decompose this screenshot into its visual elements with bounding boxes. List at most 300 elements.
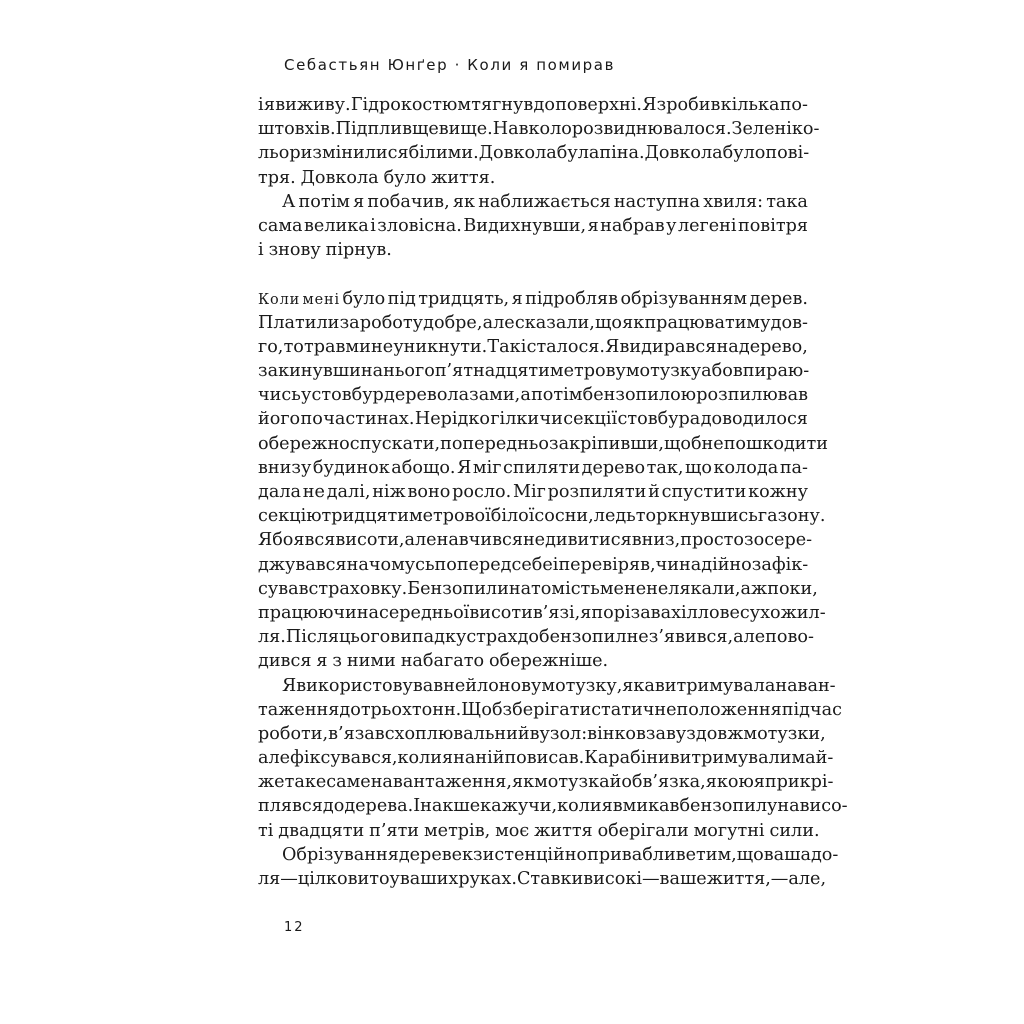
text-line (258, 190, 808, 214)
word: бензопилою (582, 385, 697, 406)
word: торкнувшись (635, 506, 758, 527)
word: Щоб (461, 699, 503, 720)
word: поперед (434, 554, 512, 575)
word: же (258, 772, 285, 793)
word: як (622, 312, 645, 333)
page-number: 12 (284, 920, 305, 935)
word: що (685, 457, 712, 478)
text-line (258, 601, 826, 625)
word: видирався (619, 336, 717, 357)
word: джувався (258, 554, 347, 575)
text-line (258, 214, 808, 238)
word: легені (677, 215, 737, 236)
word: май- (791, 748, 834, 769)
word: обв’язка, (621, 772, 706, 793)
word: дерев (398, 844, 452, 865)
word: білими. (408, 143, 479, 164)
word: але (482, 312, 515, 333)
word: секції (563, 409, 618, 430)
word: саме (326, 772, 371, 793)
word: ваша (763, 844, 811, 865)
word: ахіллове (660, 602, 740, 623)
word: на (360, 361, 384, 382)
word: така (766, 191, 808, 212)
word: кілька (720, 95, 780, 115)
word: потім (531, 385, 583, 406)
word: Міг (513, 482, 546, 502)
word: п’ятнадцятиметрову (434, 361, 626, 382)
word: до (339, 699, 361, 720)
word: тридцятиметрової (321, 506, 491, 527)
word: стовбур (311, 385, 384, 406)
word: чи (655, 554, 680, 575)
word: у (389, 869, 400, 889)
word: я (580, 602, 592, 623)
word: повітря (737, 215, 808, 236)
word: дала (258, 482, 301, 502)
word: ко- (791, 119, 820, 140)
word: Я (282, 675, 297, 696)
text-line (258, 867, 827, 891)
word: працюватиму (644, 312, 771, 333)
word: мотузку, (541, 675, 623, 696)
word: нейлонову (443, 675, 542, 696)
word: частинах. (323, 409, 415, 430)
text-line (258, 432, 828, 456)
word: середньої (379, 602, 470, 623)
word: ті (258, 820, 274, 841)
word: пошкодити (723, 433, 828, 454)
text-line (258, 625, 814, 649)
word: коли (557, 796, 602, 817)
word: високі (583, 869, 642, 889)
word: й (648, 482, 660, 502)
word: бензопилу (679, 796, 778, 817)
word: будинок (312, 457, 390, 478)
word: ними (346, 651, 396, 672)
word: поверхні. (555, 95, 642, 115)
word: але (733, 627, 766, 648)
word: Підплив (335, 119, 412, 140)
word: вище. (438, 119, 493, 140)
word: зробив (656, 95, 721, 115)
text-line (258, 722, 826, 746)
word: далі, (326, 482, 371, 502)
word: під (781, 699, 810, 720)
text-line (258, 335, 808, 359)
word: але (404, 530, 437, 551)
word: обережно (258, 433, 350, 454)
word: поки, (767, 578, 818, 599)
word: так, (646, 457, 684, 478)
word: Зелені (731, 119, 792, 140)
word: зафік- (751, 554, 809, 575)
word: випадку (390, 627, 467, 648)
word: газону. (757, 506, 826, 527)
word: до (517, 627, 540, 648)
word: по (300, 409, 323, 430)
text-line (258, 698, 842, 722)
word: навантаження, (370, 772, 513, 793)
word: пірнув. (325, 240, 392, 261)
word: лякали, (668, 578, 741, 599)
word: — (280, 869, 298, 889)
text-line (258, 674, 836, 698)
word: наступна (613, 191, 701, 212)
word: піна. (599, 143, 645, 164)
word: уникнути. (393, 336, 488, 357)
word: у (300, 385, 312, 406)
word: що (595, 312, 622, 333)
word: під (387, 288, 416, 309)
word: наближається (478, 191, 611, 212)
word: я (316, 651, 328, 672)
text-line (258, 407, 808, 431)
word: льори (258, 143, 313, 164)
word: на (356, 602, 380, 623)
word: схоплювальний (384, 723, 530, 744)
word: впираю- (732, 361, 810, 382)
word: себе (511, 554, 553, 575)
word: я (263, 95, 275, 115)
word: мотузка (534, 772, 610, 793)
word: ній (475, 748, 505, 769)
word: не (646, 578, 669, 599)
word: було (722, 143, 766, 164)
word: сили. (769, 820, 820, 841)
word: в’язі, (532, 602, 581, 623)
word: працюючи (258, 602, 357, 623)
word: Так (487, 336, 521, 357)
word: таження (258, 699, 340, 720)
word: страховку. (308, 578, 408, 599)
word: Бензопили (407, 578, 509, 599)
word: Довкола (644, 143, 723, 164)
word: просто (680, 530, 744, 551)
word: травми (304, 336, 371, 357)
word: висоти (469, 602, 533, 623)
word: не (302, 482, 325, 502)
word: тридцять, (418, 288, 510, 309)
word: тря. (258, 167, 296, 188)
word: могутні (693, 820, 765, 841)
word: А (282, 191, 296, 212)
word: я (587, 215, 599, 236)
word: він (587, 723, 615, 744)
word: спустити (661, 482, 747, 502)
word: ніж (372, 482, 406, 502)
word: я (442, 748, 454, 769)
word: ледь (593, 506, 636, 527)
text-line (258, 577, 818, 601)
word: і (520, 336, 527, 357)
word: було (342, 288, 386, 309)
word: в’язав (328, 723, 385, 744)
word: фіксувався, (290, 748, 398, 769)
word: цього (338, 627, 391, 648)
word: і (258, 95, 264, 115)
word: обрізуванням (620, 288, 748, 309)
word: абощо. (391, 457, 456, 478)
word: я (353, 191, 365, 212)
word: Я (605, 336, 620, 357)
word: була (556, 143, 600, 164)
word: його (258, 409, 301, 430)
word: сама (258, 215, 303, 236)
word: надійно (679, 554, 752, 575)
word: але (258, 748, 291, 769)
word: чомусь (368, 554, 435, 575)
word: мотузки, (743, 723, 826, 744)
word: до (322, 796, 345, 817)
word: кажучи, (480, 796, 558, 817)
word: роботи, (258, 723, 329, 744)
word: попередньо (440, 433, 549, 454)
text-line (258, 528, 813, 552)
word: ковзав (614, 723, 676, 744)
word: повисав. (504, 748, 585, 769)
word: потім (298, 191, 350, 212)
word: Платили (258, 312, 340, 333)
word: спиляти (503, 457, 581, 478)
word: я (753, 772, 765, 793)
word: зберігати (502, 699, 592, 720)
word: чи (539, 409, 563, 430)
word: секцію (258, 506, 322, 527)
word: набагато (400, 651, 485, 672)
word: до- (810, 844, 839, 865)
word: моє (495, 820, 530, 841)
word: розпиляти (547, 482, 647, 502)
word: мені (302, 291, 340, 308)
word: закинувши (258, 361, 361, 382)
word: бензопил (539, 627, 627, 648)
text-line (258, 480, 808, 504)
word: виживу. (275, 95, 351, 115)
word: використовував (296, 675, 444, 696)
text-line (258, 649, 808, 673)
word: боявся (272, 530, 336, 551)
word: щоб (664, 433, 702, 454)
word: штовхів. (258, 119, 336, 140)
word: го, (258, 336, 284, 357)
word: або (701, 361, 733, 382)
word: не (371, 336, 394, 357)
word: витримували (669, 748, 792, 769)
text-line (258, 456, 808, 480)
text-line (258, 770, 834, 794)
text-line (258, 117, 820, 141)
word: стовбура (617, 409, 701, 430)
body-text (258, 93, 848, 891)
text-line (258, 93, 808, 117)
word: дерево, (738, 336, 808, 357)
word: що (736, 844, 764, 865)
word: Я (642, 95, 657, 115)
word: мотузку (625, 361, 702, 382)
word: то (283, 336, 304, 357)
word: росло. (452, 482, 512, 502)
word: як (512, 772, 535, 793)
word: оберігали (597, 820, 689, 841)
word: тонн. (411, 699, 462, 720)
text-line (258, 359, 808, 383)
word: дереволазами, (384, 385, 521, 406)
word: роботу (359, 312, 423, 333)
word: Гідрокостюм (350, 95, 472, 115)
word: наван- (775, 675, 836, 696)
word: не (522, 530, 546, 551)
word: знову (268, 240, 321, 261)
word: зловісна. (377, 215, 462, 236)
word: таке (284, 772, 327, 793)
word: дерева. (344, 796, 414, 817)
word: Навколо (492, 119, 572, 140)
word: але, (788, 869, 827, 889)
word: ля (258, 869, 281, 889)
word: ваше (659, 869, 707, 889)
word: Обрізування (282, 844, 399, 865)
word: з (332, 651, 342, 672)
word: розпилював (696, 385, 808, 406)
word: на (716, 336, 739, 357)
text-line (258, 794, 848, 818)
word: дерево (581, 457, 646, 478)
text-line (258, 166, 808, 190)
word: Я (258, 530, 273, 551)
word: і (258, 240, 264, 261)
word: воно (407, 482, 451, 502)
word: коли (397, 748, 443, 769)
word: вмикав (612, 796, 680, 817)
word: Ставки (516, 869, 584, 889)
word: час (809, 699, 842, 720)
word: аж (740, 578, 768, 599)
word: було (383, 167, 427, 188)
word: сталося. (526, 336, 605, 357)
word: життя. (431, 167, 496, 188)
blank-line (258, 262, 808, 286)
word: вниз, (631, 530, 681, 551)
word: хвиля: (703, 191, 763, 212)
word: як (452, 191, 475, 212)
word: дивитися (545, 530, 632, 551)
text-line (258, 504, 826, 528)
word: натомість (508, 578, 600, 599)
word: привабливе (587, 844, 697, 865)
word: Я (457, 457, 472, 478)
word: дов- (770, 312, 808, 333)
word: я (511, 288, 523, 309)
word: чись (258, 385, 301, 406)
word: навчився (436, 530, 523, 551)
word: міг (472, 457, 502, 478)
word: гілки (490, 409, 540, 430)
word: по- (779, 95, 808, 115)
word: витримувала (654, 675, 776, 696)
text-line (258, 843, 839, 867)
word: двадцяти (278, 820, 365, 841)
word: з’явився, (648, 627, 734, 648)
word: дерев. (749, 288, 808, 309)
word: добре, (423, 312, 483, 333)
word: на (346, 554, 369, 575)
word: і (370, 215, 376, 236)
word: цілковито (297, 869, 390, 889)
text-line (258, 238, 808, 262)
word: на (453, 748, 476, 769)
word: набрав (600, 215, 665, 236)
word: порізав (591, 602, 661, 623)
word: прикрі- (764, 772, 834, 793)
word: до (533, 95, 555, 115)
word: не (701, 433, 724, 454)
word: тягнув (471, 95, 534, 115)
text-line (258, 311, 808, 335)
word: життя, (706, 869, 771, 889)
word: — (641, 869, 660, 889)
word: висо- (799, 796, 848, 817)
word: трьох (360, 699, 412, 720)
word: руках. (458, 869, 517, 889)
word: розвиднювалося. (571, 119, 732, 140)
word: Інакше (413, 796, 481, 817)
word: не (626, 627, 649, 648)
word: уздовж (675, 723, 744, 744)
word: я (601, 796, 613, 817)
word: зосере- (744, 530, 813, 551)
word: ще (411, 119, 439, 140)
word: метрів, (423, 820, 491, 841)
word: сухожил- (739, 602, 826, 623)
text-line (258, 819, 820, 843)
word: ваших (399, 869, 459, 889)
word: життя (534, 820, 593, 841)
word: положення (676, 699, 782, 720)
running-header: Себастьян Юнґер · Коли я помирав (284, 56, 616, 74)
word: Видихнувши, (463, 215, 587, 236)
word: підробляв (525, 288, 618, 309)
word: колода (713, 457, 779, 478)
word: вузол: (529, 723, 588, 744)
word: Карабіни (584, 748, 670, 769)
word: мене (599, 578, 647, 599)
word: на (777, 796, 800, 817)
text-line (258, 287, 808, 311)
text-line (258, 746, 834, 770)
word: сував (258, 578, 309, 599)
word: Довкола (300, 167, 379, 188)
word: й (609, 772, 622, 793)
word: нього (383, 361, 435, 382)
text-line (258, 553, 808, 577)
word: і (552, 554, 559, 575)
word: обережніше. (488, 651, 609, 672)
word: па- (779, 457, 808, 478)
text-line (258, 141, 808, 165)
word: яка (622, 675, 655, 696)
word: плявся (258, 796, 323, 817)
word: висоти, (335, 530, 405, 551)
word: кожну (748, 482, 808, 502)
text-line (258, 383, 808, 407)
word: велика (304, 215, 369, 236)
word: закріпивши, (548, 433, 664, 454)
word: доводилося (700, 409, 808, 430)
word: статичне (591, 699, 677, 720)
word: пово- (765, 627, 814, 648)
word: за (339, 312, 360, 333)
